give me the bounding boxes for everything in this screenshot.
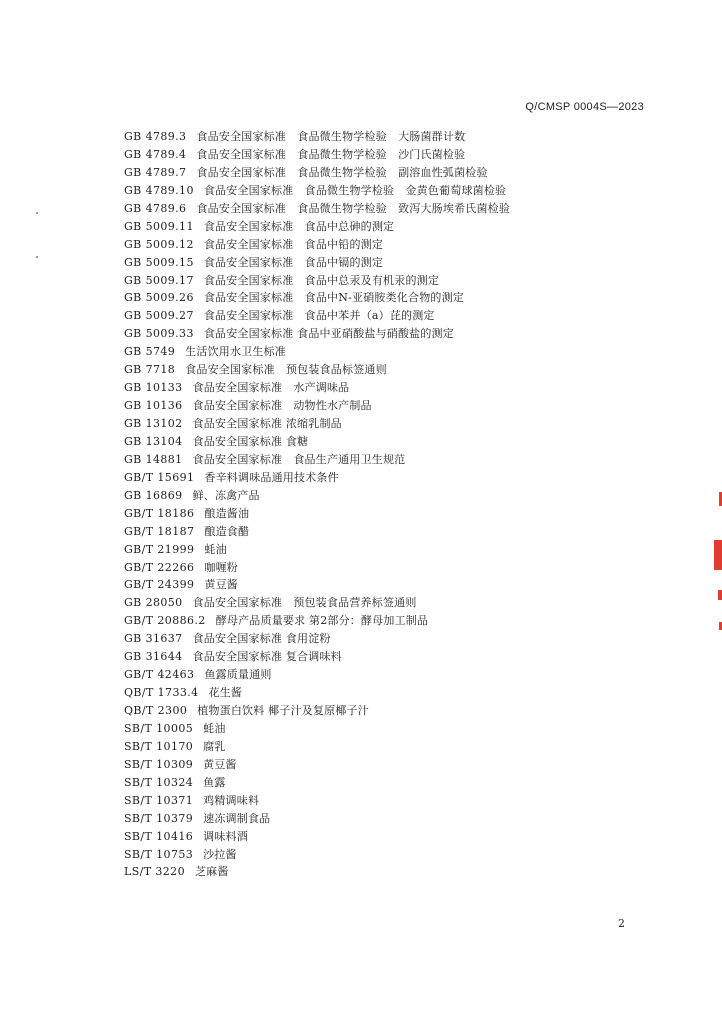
standard-title: 食品安全国家标准 食品中亚硝酸盐与硝酸盐的测定 <box>203 327 454 341</box>
standard-title: 食品安全国家标准 动物性水产制品 <box>192 399 372 413</box>
standard-title: 食品安全国家标准 浓缩乳制品 <box>192 417 342 430</box>
reference-item <box>124 559 684 577</box>
reference-item <box>124 200 684 218</box>
standard-title: 食品安全国家标准 复合调味料 <box>192 650 342 664</box>
reference-item <box>124 415 684 433</box>
standard-code: SB/T 10379 <box>124 811 194 825</box>
standard-title: 食品安全国家标准 食品微生物学检验 致泻大肠埃希氏菌检验 <box>196 201 511 215</box>
standard-title: 食品安全国家标准 食品微生物学检验 大肠菌群计数 <box>196 130 466 143</box>
standard-code: SB/T 10309 <box>124 757 194 771</box>
reference-item <box>124 594 684 612</box>
standard-title: 食品安全国家标准 食品中镉的测定 <box>203 255 384 269</box>
standard-code: QB/T 2300 <box>124 704 188 717</box>
standard-code: GB 31637 <box>124 632 183 646</box>
standard-code: SB/T 10416 <box>124 829 194 843</box>
standard-code: GB/T 15691 <box>124 470 195 484</box>
reference-item <box>124 702 684 720</box>
standard-code: GB 28050 <box>124 596 183 610</box>
standard-code: GB/T 42463 <box>124 668 195 682</box>
standard-code: GB/T 22266 <box>124 560 195 574</box>
standard-code: GB/T 21999 <box>124 542 195 556</box>
reference-item <box>124 289 684 307</box>
standard-code: GB 5009.26 <box>124 291 194 305</box>
standard-title: 食品安全国家标准 水产调味品 <box>192 381 350 395</box>
standard-code: GB 4789.4 <box>124 147 187 161</box>
reference-item <box>124 361 684 379</box>
reference-item <box>124 379 684 397</box>
reference-item <box>124 666 684 684</box>
standard-title: 食品安全国家标准 食品生产通用卫生规范 <box>192 452 406 466</box>
standard-title: 鱼露 <box>203 775 226 789</box>
binding-edge-mark <box>718 590 722 600</box>
reference-item <box>124 523 684 541</box>
standard-title: 芝麻酱 <box>194 865 229 879</box>
reference-item <box>124 541 684 559</box>
standard-code: SB/T 10005 <box>124 721 194 735</box>
standard-title: 生活饮用水卫生标准 <box>185 345 286 359</box>
reference-item <box>124 343 684 361</box>
reference-item <box>124 236 684 254</box>
standard-title: 速冻调制食品 <box>203 811 271 825</box>
standard-title: 调味料酒 <box>203 829 248 843</box>
reference-item <box>124 254 684 272</box>
reference-item <box>124 182 684 200</box>
standard-code: GB 13104 <box>124 434 183 448</box>
scan-speck <box>36 256 38 258</box>
standard-code: SB/T 10324 <box>124 775 194 789</box>
standard-code: GB 4789.3 <box>124 130 187 143</box>
reference-item <box>124 846 684 864</box>
standard-code: SB/T 10371 <box>124 793 194 807</box>
standard-code: SB/T 10170 <box>124 739 194 753</box>
standard-code: GB 5009.12 <box>124 237 194 251</box>
standard-code: GB 7718 <box>124 363 176 377</box>
standard-title: 食品安全国家标准 食品微生物学检验 副溶血性弧菌检验 <box>196 165 488 179</box>
standard-title: 食品安全国家标准 食品中苯并（a）芘的测定 <box>203 309 435 323</box>
standard-code: GB 4789.10 <box>124 183 194 197</box>
reference-item <box>124 128 684 146</box>
standard-code: GB 10136 <box>124 399 183 413</box>
reference-item <box>124 505 684 523</box>
standard-code: LS/T 3220 <box>124 865 185 879</box>
standard-code: GB 5009.17 <box>124 273 194 287</box>
reference-item <box>124 863 684 881</box>
reference-item <box>124 487 684 505</box>
reference-item <box>124 630 684 648</box>
standard-title: 食品安全国家标准 食品微生物学检验 金黄色葡萄球菌检验 <box>203 183 507 197</box>
standard-code: GB 5009.15 <box>124 255 194 269</box>
reference-item <box>124 307 684 325</box>
standard-code: GB 14881 <box>124 452 183 466</box>
standard-code: GB 13102 <box>124 417 183 430</box>
standard-title: 植物蛋白饮料 椰子汁及复原椰子汁 <box>197 704 369 717</box>
reference-item <box>124 164 684 182</box>
standard-title: 酿造酱油 <box>204 506 250 520</box>
reference-item <box>124 397 684 415</box>
standard-title: 食品安全国家标准 食品中总砷的测定 <box>203 219 395 233</box>
reference-item <box>124 774 684 792</box>
standard-title: 食品安全国家标准 预包装食品标签通则 <box>185 363 387 377</box>
standard-code: GB 4789.6 <box>124 201 187 215</box>
standard-code: GB 31644 <box>124 650 183 664</box>
reference-item <box>124 218 684 236</box>
reference-item <box>124 612 684 630</box>
reference-item <box>124 810 684 828</box>
standard-code: GB/T 24399 <box>124 578 195 592</box>
standard-code: GB/T 18186 <box>124 506 195 520</box>
standard-code: GB 5009.11 <box>124 219 194 233</box>
reference-item <box>124 720 684 738</box>
standard-code: GB/T 18187 <box>124 524 195 538</box>
standard-code: GB 16869 <box>124 488 183 502</box>
standard-title: 鸡精调味料 <box>203 793 260 807</box>
reference-item <box>124 756 684 774</box>
scan-speck <box>36 212 38 214</box>
reference-item <box>124 828 684 846</box>
standard-title: 食品安全国家标准 食品中铅的测定 <box>203 237 384 251</box>
standard-title: 食品安全国家标准 食糖 <box>192 434 309 448</box>
standard-title: 咖喱粉 <box>204 560 239 574</box>
reference-item <box>124 684 684 702</box>
standard-title: 香辛料调味品通用技术条件 <box>204 470 339 484</box>
standard-title: 食品安全国家标准 食品中总汞及有机汞的测定 <box>203 273 440 287</box>
standard-title: 酵母产品质量要求 第2部分：酵母加工制品 <box>215 614 429 628</box>
standard-title: 食品安全国家标准 食品微生物学检验 沙门氏菌检验 <box>196 147 466 161</box>
standard-title: 食品安全国家标准 食用淀粉 <box>192 632 331 646</box>
standard-code: SB/T 10753 <box>124 847 194 861</box>
standard-title: 鱼露质量通则 <box>204 668 272 682</box>
standard-code: QB/T 1733.4 <box>124 686 199 700</box>
document-code: Q/CMSP 0004S—2023 <box>525 101 644 113</box>
reference-item <box>124 433 684 451</box>
standard-title: 蚝油 <box>203 721 226 735</box>
reference-item <box>124 146 684 164</box>
reference-item <box>124 648 684 666</box>
standard-code: GB 5749 <box>124 345 176 359</box>
reference-item <box>124 738 684 756</box>
reference-item <box>124 272 684 290</box>
standard-code: GB 5009.33 <box>124 327 194 341</box>
reference-item <box>124 469 684 487</box>
standard-title: 花生酱 <box>208 686 243 700</box>
standard-title: 腐乳 <box>203 739 226 753</box>
binding-edge-mark <box>714 540 722 570</box>
reference-item <box>124 325 684 343</box>
standard-title: 黄豆酱 <box>203 757 237 771</box>
reference-item <box>124 451 684 469</box>
reference-item <box>124 576 684 594</box>
standard-code: GB 4789.7 <box>124 165 187 179</box>
standard-title: 食品安全国家标准 预包装食品营养标签通则 <box>192 596 417 610</box>
standard-code: GB/T 20886.2 <box>124 614 206 628</box>
standard-title: 蚝油 <box>204 542 227 556</box>
standard-title: 沙拉酱 <box>203 847 237 861</box>
standard-title: 食品安全国家标准 食品中N-亚硝胺类化合物的测定 <box>203 291 464 305</box>
page-number: 2 <box>618 917 625 930</box>
normative-references-list <box>124 128 684 881</box>
standard-title: 酿造食醋 <box>204 524 250 538</box>
standard-code: GB 5009.27 <box>124 309 194 323</box>
standard-code: GB 10133 <box>124 381 183 395</box>
standard-title: 鲜、冻禽产品 <box>192 488 260 502</box>
standard-title: 黄豆酱 <box>204 578 239 592</box>
reference-item <box>124 792 684 810</box>
